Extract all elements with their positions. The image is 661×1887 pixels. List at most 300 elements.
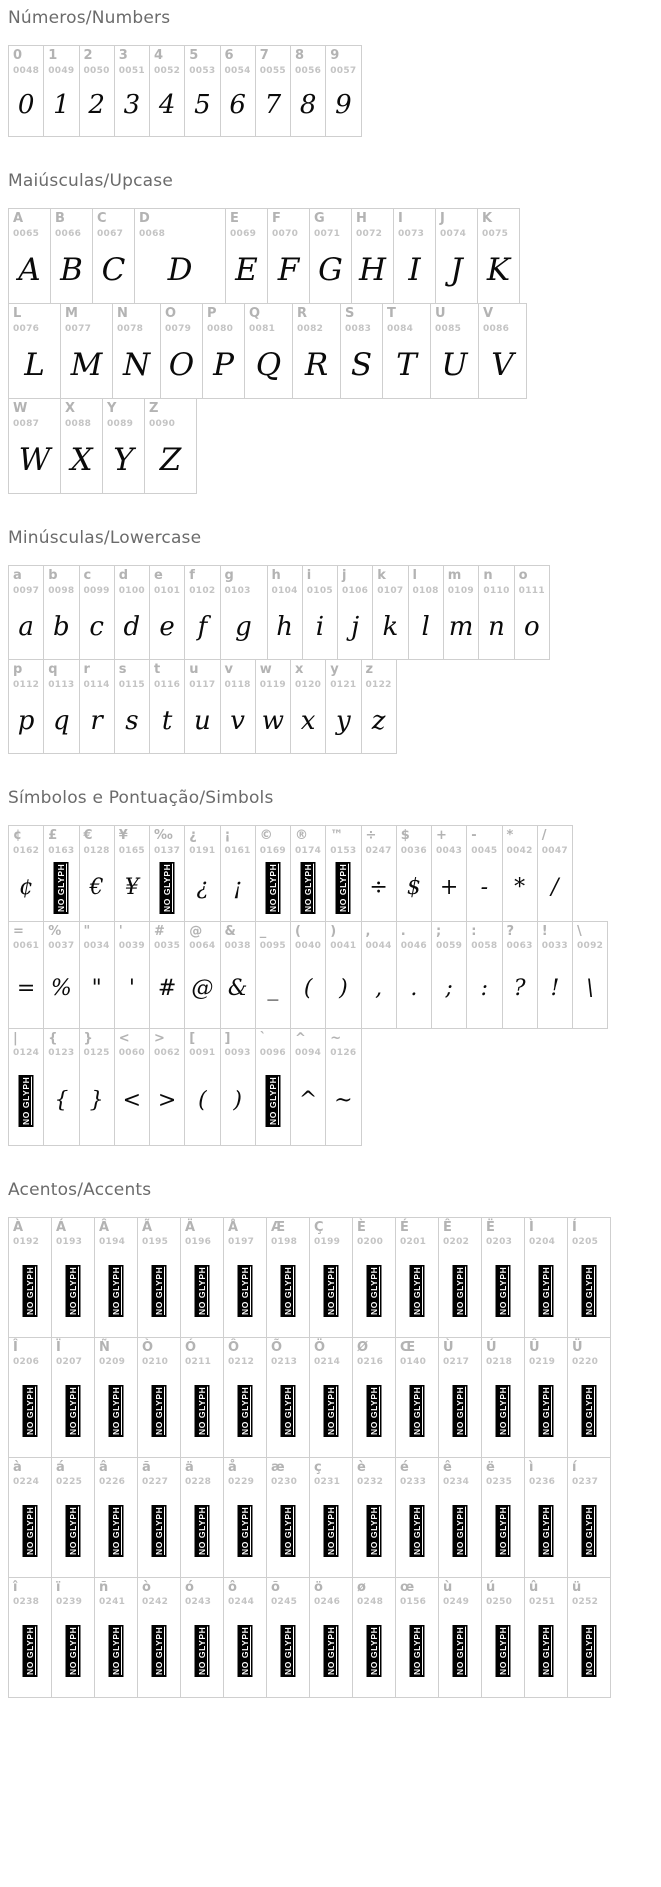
glyph-area: [443, 1367, 477, 1451]
glyph-area: [48, 1058, 74, 1139]
glyph-area: [107, 429, 140, 488]
char-label: ü: [572, 1579, 582, 1595]
char-label: k: [377, 568, 386, 583]
glyph-area: [486, 1487, 520, 1571]
unicode-code: 0088: [65, 418, 92, 429]
char-label: X: [65, 401, 76, 416]
section-lowercase: [8, 528, 661, 754]
glyph-cell: [567, 1217, 611, 1338]
glyph-area: [225, 690, 251, 748]
unicode-code: 0124: [13, 1048, 40, 1059]
glyph-area: [443, 1487, 477, 1571]
char-label: Ø: [357, 1339, 369, 1355]
no-glyph-badge: NO GLYPH: [195, 1385, 210, 1437]
glyph-row: [8, 398, 197, 494]
char-label: ã: [142, 1459, 151, 1475]
glyph-area: [577, 951, 603, 1022]
unicode-code: 0091: [189, 1048, 216, 1059]
glyph-area: [225, 1058, 251, 1139]
glyph: h: [276, 611, 293, 642]
unicode-code: 0106: [342, 585, 369, 596]
glyph-area: [185, 1247, 219, 1331]
glyph: F: [277, 252, 300, 289]
no-glyph-badge: NO GLYPH: [582, 1385, 597, 1437]
glyph-area: [84, 690, 110, 748]
glyph-cell: [149, 1028, 185, 1146]
no-glyph-badge: NO GLYPH: [582, 1265, 597, 1317]
char-label: 5: [189, 48, 199, 63]
char-label: ": [83, 923, 91, 939]
unicode-code: 0191: [189, 845, 216, 856]
char-label: .: [400, 923, 406, 939]
glyph-cell: [572, 921, 608, 1029]
no-glyph-badge: NO GLYPH: [281, 1385, 296, 1437]
glyph-cell: [114, 659, 150, 754]
glyph: 5: [194, 90, 211, 121]
unicode-code: 0081: [249, 323, 276, 334]
unicode-code: 0041: [330, 941, 357, 952]
glyph-cell: [8, 659, 44, 754]
unicode-code: 0232: [357, 1477, 384, 1488]
glyph-row: [8, 1028, 362, 1146]
unicode-code: 0103: [224, 585, 251, 596]
glyph-area: [48, 596, 74, 654]
glyph-area: [142, 1367, 176, 1451]
char-label: 1: [48, 48, 58, 63]
glyph-area: [377, 596, 403, 654]
glyph-cell: [79, 45, 115, 137]
glyph-cell: [184, 565, 220, 660]
glyph-row: [8, 565, 550, 660]
unicode-code: 0230: [271, 1477, 298, 1488]
no-glyph-badge: NO GLYPH: [109, 1265, 124, 1317]
unicode-code: 0064: [189, 941, 216, 952]
glyph-area: [295, 690, 321, 748]
glyph-row: [8, 1457, 611, 1578]
glyph: *: [514, 875, 526, 901]
glyph-cell: [180, 1577, 224, 1698]
glyph: 0: [17, 90, 35, 121]
no-glyph-badge: NO GLYPH: [324, 1625, 339, 1677]
section-title-lowercase: Minúsculas/Lowercase: [8, 528, 202, 548]
unicode-code: 0123: [48, 1048, 75, 1059]
char-label: ç: [314, 1459, 322, 1475]
glyph-area: [13, 1367, 47, 1451]
glyph-cell: [79, 565, 115, 660]
char-label: ,: [365, 923, 371, 939]
section-numbers: [8, 8, 661, 137]
glyph-cell: [43, 565, 79, 660]
glyph-area: [56, 1247, 90, 1331]
char-label: 6: [224, 48, 234, 63]
glyph-cell: [266, 1217, 310, 1338]
glyph-grid: [8, 1217, 661, 1698]
glyph-cell: [149, 45, 185, 137]
unicode-code: 0220: [572, 1357, 599, 1368]
no-glyph-badge: NO GLYPH: [238, 1385, 253, 1437]
char-label: V: [483, 306, 494, 321]
unicode-code: 0117: [189, 679, 216, 690]
unicode-code: 0126: [330, 1048, 357, 1059]
unicode-code: 0039: [118, 941, 145, 952]
char-label: p: [13, 662, 23, 677]
glyph-cell: [267, 208, 310, 304]
unicode-code: 0059: [436, 941, 463, 952]
char-label: <: [118, 1030, 130, 1046]
glyph-cell: [114, 921, 150, 1029]
char-label: z: [365, 662, 374, 677]
glyph-cell: [149, 659, 185, 754]
char-label: ]: [224, 1030, 231, 1046]
glyph-area: [119, 76, 145, 131]
unicode-code: 0247: [365, 845, 392, 856]
glyph-cell: [352, 1577, 396, 1698]
glyph: N: [122, 347, 151, 384]
char-label: À: [13, 1219, 24, 1235]
glyph-area: [483, 334, 522, 393]
char-label: $: [400, 828, 410, 843]
no-glyph-badge: NO GLYPH: [23, 1385, 38, 1437]
unicode-code: 0046: [400, 941, 427, 952]
unicode-code: 0104: [271, 585, 298, 596]
no-glyph-badge: NO GLYPH: [582, 1625, 597, 1677]
char-label: r: [83, 662, 90, 677]
unicode-code: 0213: [271, 1357, 298, 1368]
glyph-cell: [220, 45, 256, 137]
unicode-code: 0094: [295, 1048, 322, 1059]
unicode-code: 0227: [142, 1477, 169, 1488]
glyph-sections: [8, 8, 661, 1698]
char-label: ~: [330, 1030, 342, 1046]
glyph-area: [189, 856, 215, 916]
char-label: û: [529, 1579, 539, 1595]
char-label: Ã: [142, 1219, 153, 1235]
char-label: e: [154, 568, 163, 583]
glyph-area: [366, 856, 392, 916]
glyph-area: [117, 334, 156, 393]
glyph-area: [436, 856, 462, 916]
unicode-code: 0099: [83, 585, 110, 596]
glyph-area: [189, 690, 215, 748]
unicode-code: 0169: [259, 845, 286, 856]
glyph-area: [435, 334, 474, 393]
char-label: ¢: [13, 828, 23, 843]
glyph-area: [314, 239, 347, 298]
glyph-cell: [8, 1577, 52, 1698]
glyph-area: [260, 76, 286, 131]
glyph: E: [235, 252, 258, 289]
glyph-cell: [514, 565, 550, 660]
glyph-area: [56, 1607, 90, 1691]
glyph-area: [13, 429, 56, 488]
no-glyph-badge: NO GLYPH: [324, 1505, 339, 1557]
glyph-area: [271, 1247, 305, 1331]
glyph-area: [295, 76, 321, 131]
unicode-code: 0238: [13, 1597, 40, 1608]
glyph-cell: [223, 1457, 267, 1578]
unicode-code: 0105: [306, 585, 333, 596]
glyph-area: [330, 690, 356, 748]
char-label: 3: [118, 48, 128, 63]
glyph: M: [70, 347, 103, 384]
char-label: ^: [295, 1030, 306, 1046]
glyph-area: [482, 239, 515, 298]
char-label: Õ: [271, 1339, 283, 1355]
glyph-area: [314, 1487, 348, 1571]
char-label: á: [56, 1459, 65, 1475]
unicode-code: 0054: [224, 65, 251, 76]
glyph-area: [225, 856, 251, 916]
glyph-area: [154, 690, 180, 748]
char-label: ø: [357, 1579, 366, 1595]
glyph-cell: [220, 1028, 256, 1146]
glyph: ¥: [124, 875, 139, 901]
unicode-code: 0210: [142, 1357, 169, 1368]
glyph-area: [13, 596, 39, 654]
char-label: ì: [529, 1459, 534, 1475]
glyph-area: [357, 1367, 391, 1451]
glyph: ?: [513, 976, 526, 1002]
glyph-cell: [184, 825, 220, 922]
glyph-area: [401, 951, 427, 1022]
glyph-cell: [443, 565, 480, 660]
glyph-cell: [137, 1337, 181, 1458]
char-label: ë: [486, 1459, 495, 1475]
unicode-code: 0200: [357, 1237, 384, 1248]
glyph-cell: [79, 921, 115, 1029]
unicode-code: 0248: [357, 1597, 384, 1608]
glyph-area: [99, 1367, 133, 1451]
glyph-cell: [408, 565, 444, 660]
glyph: T: [396, 347, 417, 384]
glyph: S: [350, 347, 373, 384]
char-label: ®: [295, 828, 308, 843]
glyph-cell: [431, 825, 467, 922]
char-label: q: [48, 662, 58, 677]
char-label: ‰: [154, 828, 173, 843]
unicode-code: 0241: [99, 1597, 126, 1608]
glyph-area: [400, 1247, 434, 1331]
glyph-cell: [524, 1217, 568, 1338]
glyph-area: [357, 1487, 391, 1571]
char-label: S: [345, 306, 355, 321]
glyph: k: [382, 611, 399, 642]
glyph-area: [189, 951, 215, 1022]
char-label: Â: [99, 1219, 110, 1235]
glyph-cell: [292, 303, 341, 399]
unicode-code: 0112: [13, 679, 40, 690]
char-label: Œ: [400, 1339, 416, 1355]
glyph-row: [8, 825, 573, 922]
glyph-area: [519, 596, 545, 654]
glyph-area: [542, 951, 568, 1022]
unicode-code: 0045: [471, 845, 498, 856]
glyph-cell: [395, 1217, 439, 1338]
glyph-cell: [134, 208, 226, 304]
unicode-code: 0083: [345, 323, 372, 334]
no-glyph-badge: NO GLYPH: [152, 1625, 167, 1677]
glyph-cell: [325, 1028, 361, 1146]
unicode-code: 0056: [295, 65, 322, 76]
glyph-area: [48, 951, 74, 1022]
glyph: ~: [334, 1088, 353, 1114]
glyph-cell: [266, 1337, 310, 1458]
unicode-code: 0036: [400, 845, 427, 856]
glyph-area: [486, 1367, 520, 1451]
char-label: G: [314, 211, 325, 226]
glyph-area: [119, 690, 145, 748]
glyph-cell: [309, 1577, 353, 1698]
char-label: ó: [185, 1579, 194, 1595]
unicode-code: 0226: [99, 1477, 126, 1488]
char-label: +: [436, 828, 447, 843]
glyph: f: [197, 611, 208, 642]
glyph-cell: [51, 1577, 95, 1698]
glyph-grid: [8, 565, 661, 754]
glyph: o: [523, 611, 540, 642]
char-label: b: [48, 568, 58, 583]
char-label: n: [483, 568, 493, 583]
char-label: D: [139, 211, 150, 226]
glyph-area: [330, 1058, 356, 1139]
unicode-code: 0245: [271, 1597, 298, 1608]
char-label: a: [13, 568, 22, 583]
glyph: b: [53, 611, 70, 642]
char-label: Z: [149, 401, 159, 416]
glyph: $: [406, 875, 421, 901]
glyph-area: [84, 856, 110, 916]
unicode-code: 0063: [506, 941, 533, 952]
unicode-code: 0061: [13, 941, 40, 952]
char-label: Í: [572, 1219, 577, 1235]
glyph-cell: [180, 1217, 224, 1338]
glyph-cell: [438, 1337, 482, 1458]
glyph-area: [572, 1607, 606, 1691]
no-glyph-badge: NO GLYPH: [281, 1265, 296, 1317]
char-label: |: [13, 1030, 18, 1046]
unicode-code: 0206: [13, 1357, 40, 1368]
char-label: ©: [259, 828, 273, 843]
glyph-row: [8, 1577, 611, 1698]
glyph: <: [122, 1088, 142, 1114]
unicode-code: 0201: [400, 1237, 427, 1248]
glyph-cell: [290, 45, 326, 137]
glyph-cell: [50, 208, 93, 304]
glyph-cell: [537, 825, 573, 922]
unicode-code: 0051: [118, 65, 145, 76]
no-glyph-badge: NO GLYPH: [453, 1625, 468, 1677]
unicode-code: 0218: [486, 1357, 513, 1368]
glyph-cell: [290, 921, 326, 1029]
unicode-code: 0040: [295, 941, 322, 952]
glyph-cell: [223, 1337, 267, 1458]
unicode-code: 0203: [486, 1237, 513, 1248]
glyph: ): [233, 1088, 242, 1114]
unicode-code: 0076: [13, 323, 40, 334]
glyph-cell: [395, 1457, 439, 1578]
char-label: 7: [259, 48, 269, 63]
char-label: o: [518, 568, 528, 583]
glyph: i: [315, 611, 325, 642]
char-label: €: [83, 828, 93, 843]
unicode-code: 0231: [314, 1477, 341, 1488]
glyph-cell: [8, 565, 44, 660]
glyph-area: [228, 1607, 262, 1691]
glyph-cell: [149, 921, 185, 1029]
glyph-cell: [244, 303, 293, 399]
glyph: %: [50, 976, 72, 1002]
glyph-cell: [114, 45, 150, 137]
glyph-cell: [79, 659, 115, 754]
unicode-code: 0174: [295, 845, 322, 856]
glyph-cell: [114, 565, 150, 660]
unicode-code: 0038: [224, 941, 251, 952]
unicode-code: 0235: [486, 1477, 513, 1488]
glyph-cell: [481, 1217, 525, 1338]
char-label: =: [13, 923, 24, 939]
unicode-code: 0062: [154, 1048, 181, 1059]
char-label: â: [99, 1459, 108, 1475]
glyph-cell: [502, 921, 538, 1029]
glyph-area: [443, 1607, 477, 1691]
unicode-code: 0128: [83, 845, 110, 856]
glyph: r: [90, 705, 103, 736]
char-label: @: [189, 923, 203, 939]
glyph: :: [480, 976, 489, 1002]
glyph: m: [448, 611, 474, 642]
unicode-code: 0224: [13, 1477, 40, 1488]
glyph-cell: [481, 1457, 525, 1578]
char-label: }: [83, 1030, 93, 1046]
glyph-cell: [102, 398, 145, 494]
glyph-cell: [8, 825, 44, 922]
no-glyph-badge: NO GLYPH: [539, 1385, 554, 1437]
char-label: è: [357, 1459, 366, 1475]
glyph: \: [586, 976, 594, 1002]
glyph-area: [13, 951, 39, 1022]
char-label: î: [13, 1579, 18, 1595]
no-glyph-badge: NO GLYPH: [410, 1625, 425, 1677]
char-label: u: [189, 662, 199, 677]
section-upcase: [8, 171, 661, 494]
char-label: Å: [228, 1219, 239, 1235]
char-label: Ä: [185, 1219, 196, 1235]
unicode-code: 0044: [365, 941, 392, 952]
no-glyph-badge: NO GLYPH: [195, 1505, 210, 1557]
glyph: W: [18, 442, 51, 479]
glyph-cell: [8, 208, 51, 304]
no-glyph-badge: NO GLYPH: [23, 1505, 38, 1557]
glyph-cell: [478, 565, 514, 660]
unicode-code: 0089: [107, 418, 134, 429]
glyph-cell: [340, 303, 383, 399]
glyph-cell: [361, 921, 397, 1029]
unicode-code: 0243: [185, 1597, 212, 1608]
glyph-cell: [477, 208, 520, 304]
glyph-area: [99, 1607, 133, 1691]
no-glyph-badge: NO GLYPH: [266, 862, 281, 914]
glyph-area: [314, 1607, 348, 1691]
char-label: æ: [271, 1459, 285, 1475]
glyph-area: [271, 1487, 305, 1571]
glyph-cell: [43, 1028, 79, 1146]
glyph: @: [191, 976, 214, 1002]
glyph: 2: [88, 90, 105, 121]
glyph-cell: [184, 1028, 220, 1146]
glyph-area: [165, 334, 198, 393]
glyph-area: [84, 596, 110, 654]
glyph-cell: [352, 1217, 396, 1338]
